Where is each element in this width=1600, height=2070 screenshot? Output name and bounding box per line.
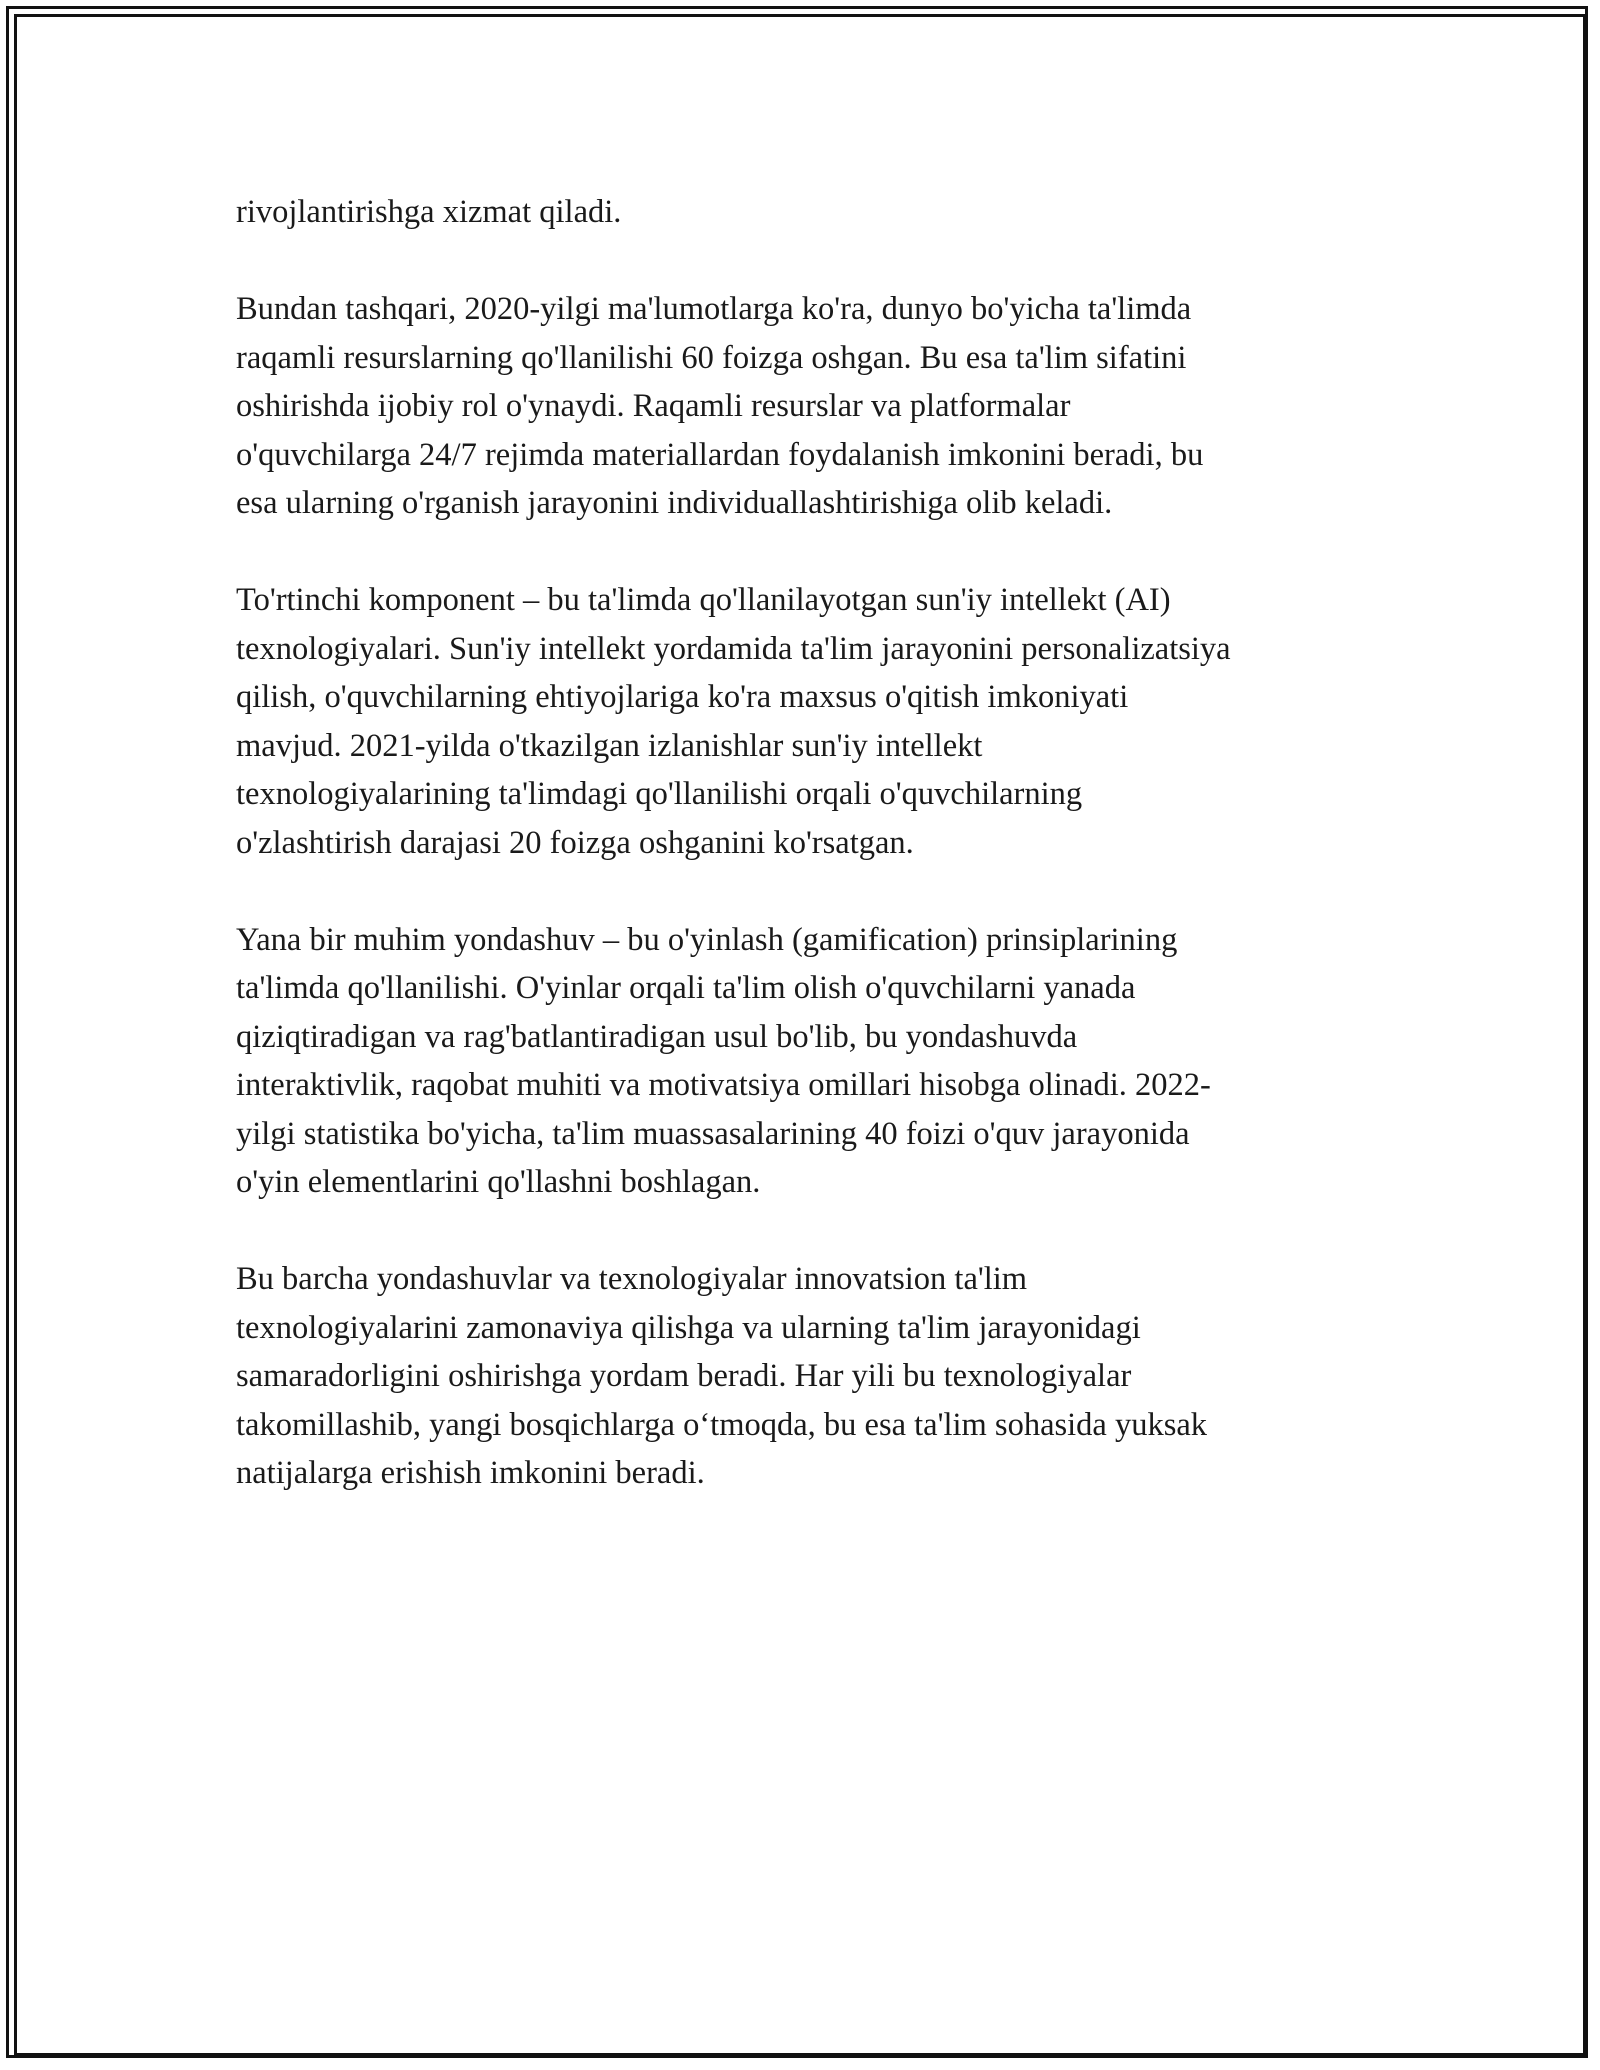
text-line: mavjud. 2021-yilda o'tkazilgan izlanishlar sun'iy intellekt	[236, 727, 983, 764]
text-line: texnologiyalarini zamonaviya qilishga va ularning ta'lim jarayonidagi	[236, 1309, 1141, 1346]
paragraph-2	[236, 285, 1386, 528]
text-line: Bu barcha yondashuvlar va texnologiyalar innovatsion ta'lim	[236, 1261, 1028, 1297]
paragraph-5	[236, 1255, 1386, 1498]
text-line: esa ularning o'rganish jarayonini individuallashtirishiga olib keladi.	[236, 485, 1113, 521]
text-line: samaradorligini oshirishga yordam beradi. Har yili bu texnologiyalar	[236, 1358, 1132, 1394]
text-line: takomillashib, yangi bosqichlarga o‘tmoqda, bu esa ta'lim sohasida yuksak	[236, 1406, 1208, 1443]
document-body	[236, 188, 1386, 1546]
text-line: o'yin elementlarini qo'llashni boshlagan.	[236, 1164, 761, 1200]
text-line: texnologiyalarining ta'limdagi qo'llanilishi orqali o'quvchilarning	[236, 776, 1083, 812]
text-line: yilgi statistika bo'yicha, ta'lim muassasalarining 40 foizi o'quv jarayonida	[236, 1115, 1190, 1152]
paragraph-3	[236, 576, 1386, 867]
text-line: qilish, o'quvchilarning ehtiyojlariga ko'ra maxsus o'qitish imkoniyati	[236, 679, 1129, 715]
paragraph-4	[236, 916, 1386, 1207]
text-line: Bundan tashqari, 2020-yilgi ma'lumotlarga ko'ra, dunyo bo'yicha ta'limda	[236, 291, 1192, 327]
text-line: Yana bir muhim yondashuv – bu o'yinlash (gamification) prinsiplarining	[236, 921, 1178, 958]
text-line: interaktivlik, raqobat muhiti va motivatsiya omillari hisobga olinadi. 2022-	[236, 1067, 1211, 1103]
text-line: raqamli resurslarning qo'llanilishi 60 foizga oshgan. Bu esa ta'lim sifatini	[236, 339, 1187, 376]
text-line: To'rtinchi komponent – bu ta'limda qo'llanilayotgan sun'iy intellekt (AI)	[236, 582, 1171, 618]
text-line: ta'limda qo'llanilishi. O'yinlar orqali ta'lim olish o'quvchilarni yanada	[236, 970, 1136, 1006]
text-line: o'quvchilarga 24/7 rejimda materiallardan foydalanish imkonini beradi, bu	[236, 436, 1204, 473]
text-line: o'zlashtirish darajasi 20 foizga oshganini ko'rsatgan.	[236, 824, 914, 861]
paragraph-1	[236, 188, 1386, 237]
text-line: oshirishda ijobiy rol o'ynaydi. Raqamli resurslar va platformalar	[236, 388, 1071, 424]
text-line: texnologiyalari. Sun'iy intellekt yordamida ta'lim jarayonini personalizatsiya	[236, 630, 1231, 667]
text-line: natijalarga erishish imkonini beradi.	[236, 1455, 705, 1491]
text-line: qiziqtiradigan va rag'batlantiradigan usul bo'lib, bu yondashuvda	[236, 1018, 1078, 1055]
text-line: rivojlantirishga xizmat qiladi.	[236, 194, 622, 230]
